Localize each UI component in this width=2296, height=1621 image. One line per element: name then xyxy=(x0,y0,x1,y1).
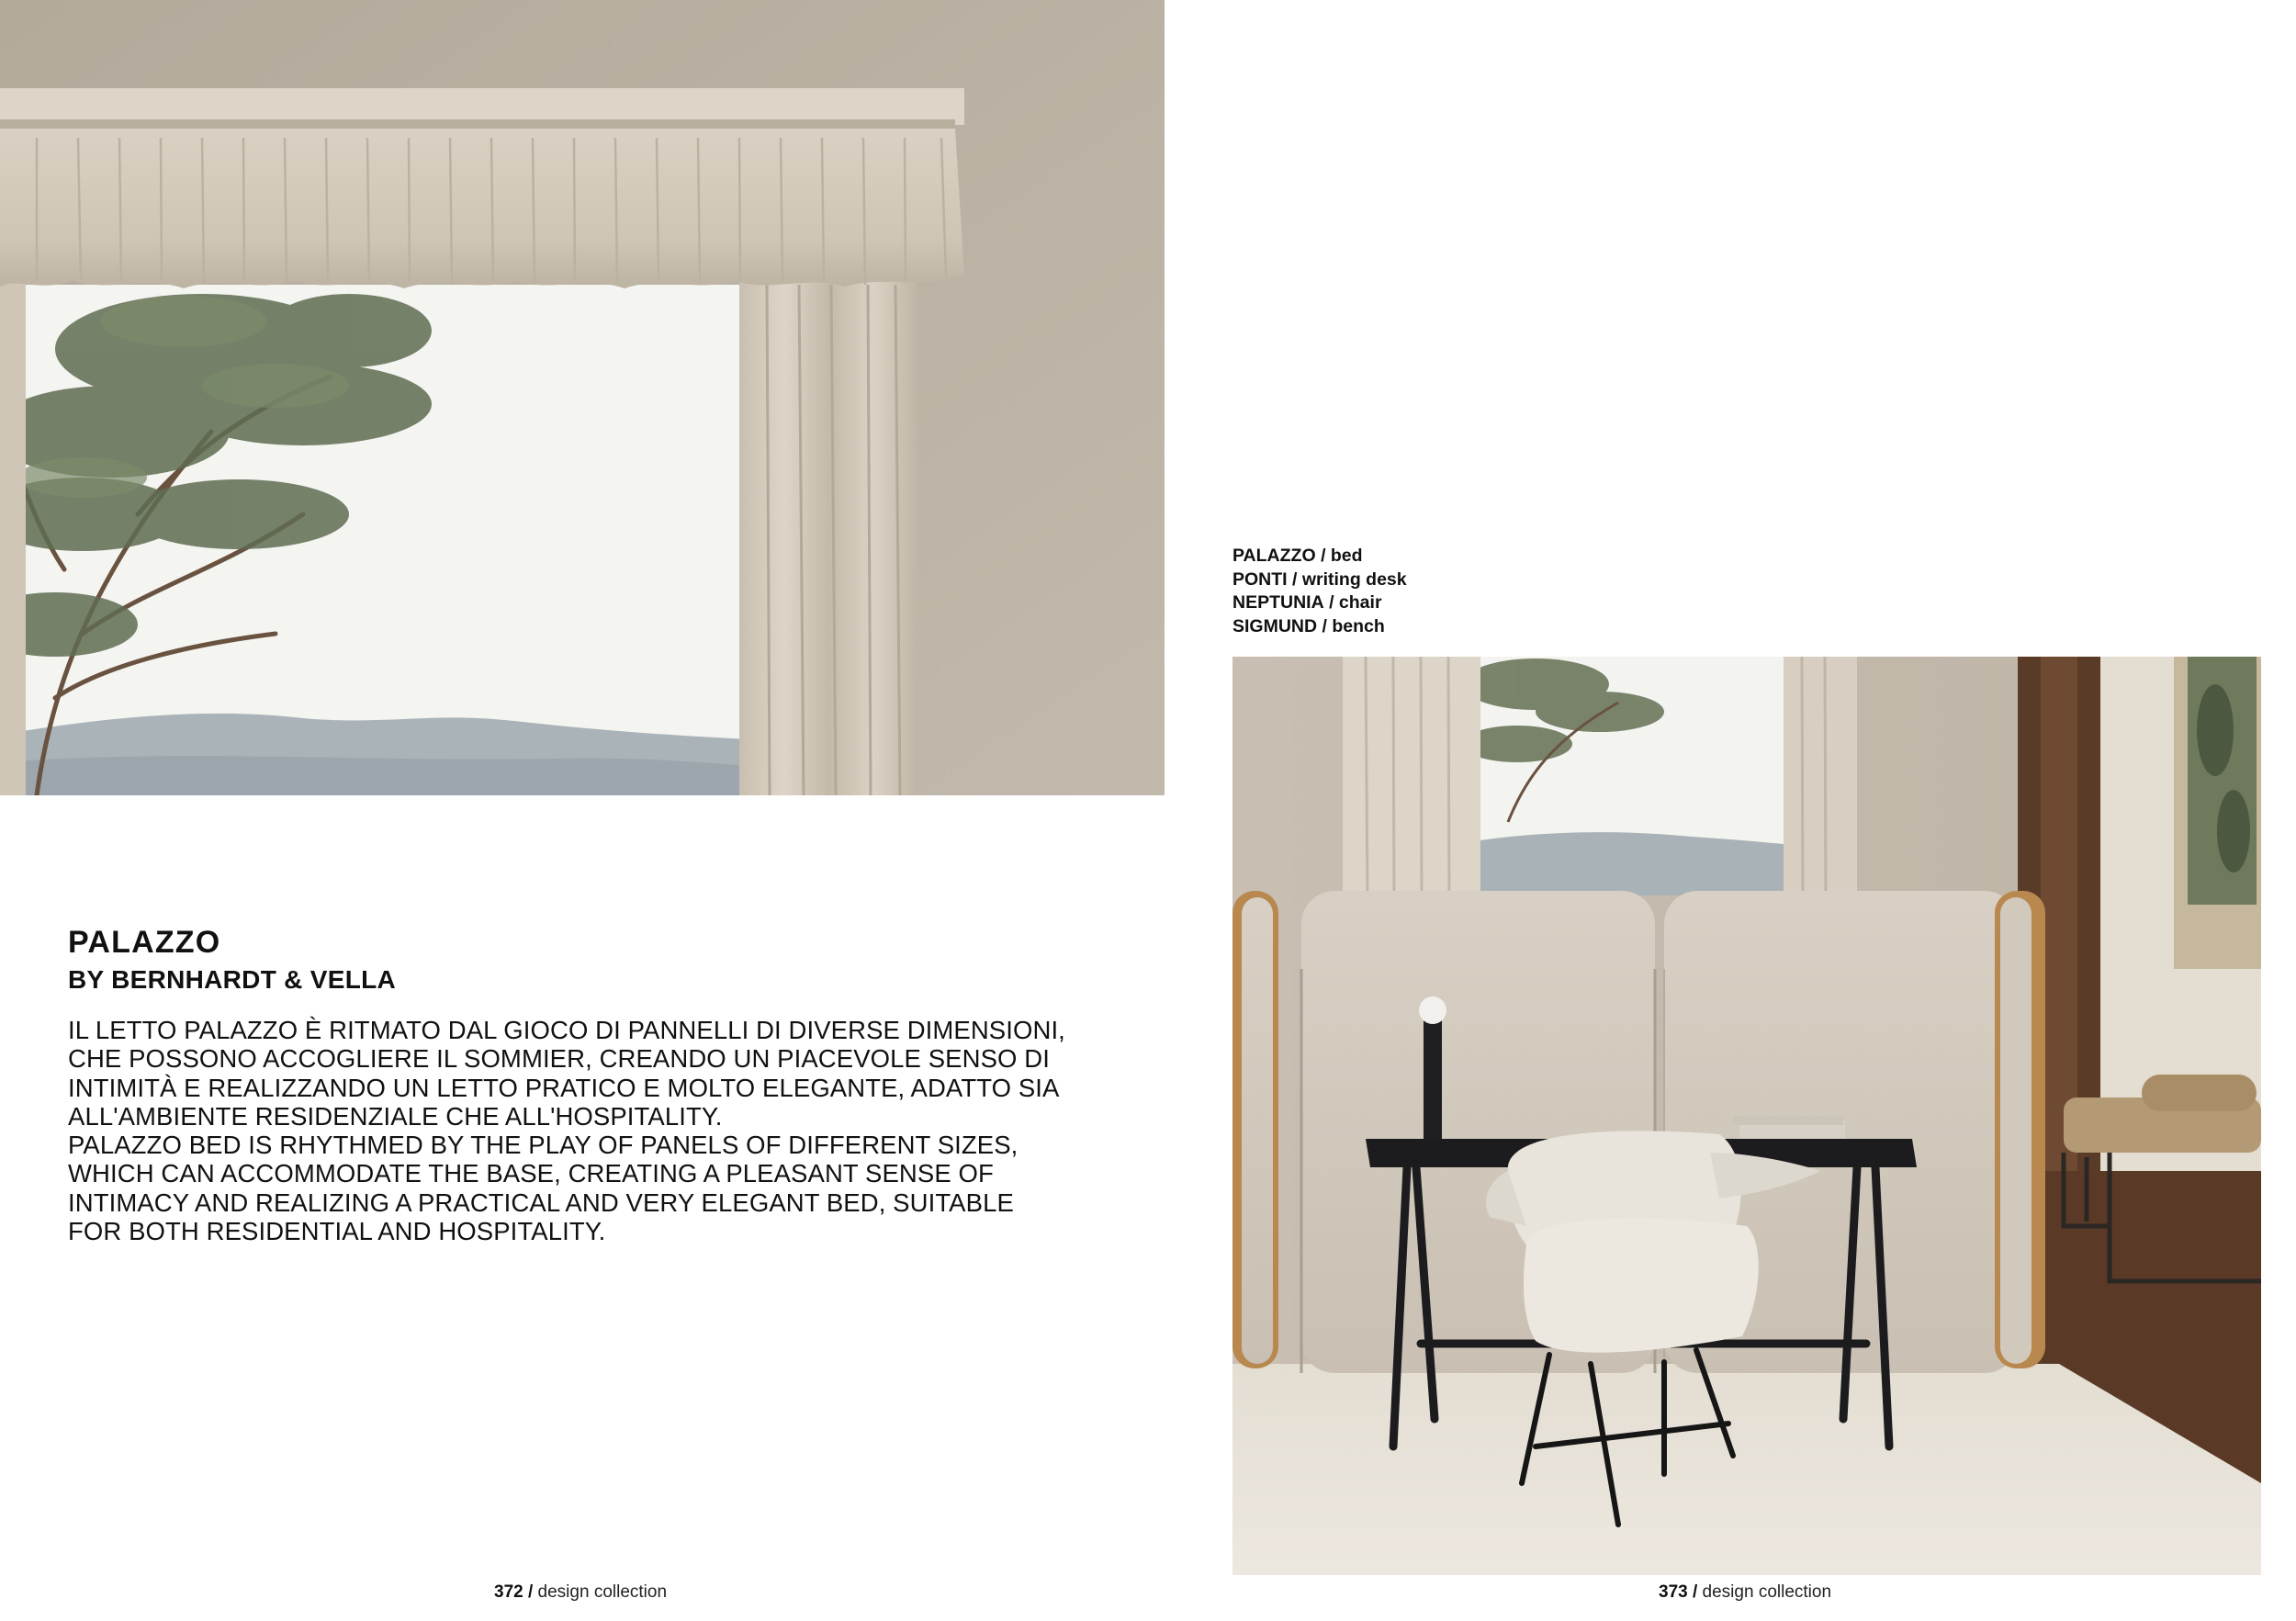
footer-section: design collection xyxy=(537,1582,668,1602)
description-line: PALAZZO BED IS RHYTHMED BY THE PLAY OF PANELS OF DIFFERENT SIZES, xyxy=(68,1131,1019,1160)
product-caption xyxy=(1232,545,1407,638)
caption-product: NEPTUNIA xyxy=(1232,592,1324,613)
caption-product: PONTI xyxy=(1232,568,1288,590)
page-title: PALAZZO xyxy=(68,925,221,960)
caption-type: / bed xyxy=(1321,546,1363,566)
description-line: IL LETTO PALAZZO È RITMATO DAL GIOCO DI PANNELLI DI DIVERSE DIMENSIONI, xyxy=(68,1016,1065,1044)
page-number: 373 / xyxy=(1659,1582,1698,1602)
caption-product: SIGMUND xyxy=(1232,615,1318,636)
caption-item-sigmund xyxy=(1232,615,1407,639)
product-description xyxy=(68,1016,1133,1245)
product-photo-room xyxy=(1232,657,2261,1575)
caption-item-ponti xyxy=(1232,568,1407,592)
footer-page-372 xyxy=(494,1582,667,1604)
caption-item-neptunia xyxy=(1232,591,1407,615)
description-line: WHICH CAN ACCOMMODATE THE BASE, CREATING A PLEASANT SENSE OF xyxy=(68,1159,994,1188)
hero-photo-window xyxy=(0,0,1165,795)
footer-page-373 xyxy=(1659,1582,1831,1604)
caption-product: PALAZZO xyxy=(1232,546,1316,566)
description-line: INTIMACY AND REALIZING A PRACTICAL AND VERY ELEGANT BED, SUITABLE xyxy=(68,1188,1014,1217)
caption-type: / bench xyxy=(1322,615,1385,636)
caption-item-palazzo xyxy=(1232,545,1407,568)
caption-type: / writing desk xyxy=(1292,568,1407,590)
page-number: 372 / xyxy=(494,1582,534,1602)
description-line: CHE POSSONO ACCOGLIERE IL SOMMIER, CREANDO UN PIACEVOLE SENSO DI xyxy=(68,1044,1050,1074)
description-line: ALL'AMBIENTE RESIDENZIALE CHE ALL'HOSPITALITY. xyxy=(68,1101,723,1131)
caption-type: / chair xyxy=(1329,592,1382,613)
designer-credit: BY BERNHARDT & VELLA xyxy=(68,965,397,994)
footer-section: design collection xyxy=(1702,1582,1832,1602)
description-line: INTIMITÀ E REALIZZANDO UN LETTO PRATICO E MOLTO ELEGANTE, ADATTO SIA xyxy=(68,1073,1060,1102)
description-line: FOR BOTH RESIDENTIAL AND HOSPITALITY. xyxy=(68,1217,606,1246)
